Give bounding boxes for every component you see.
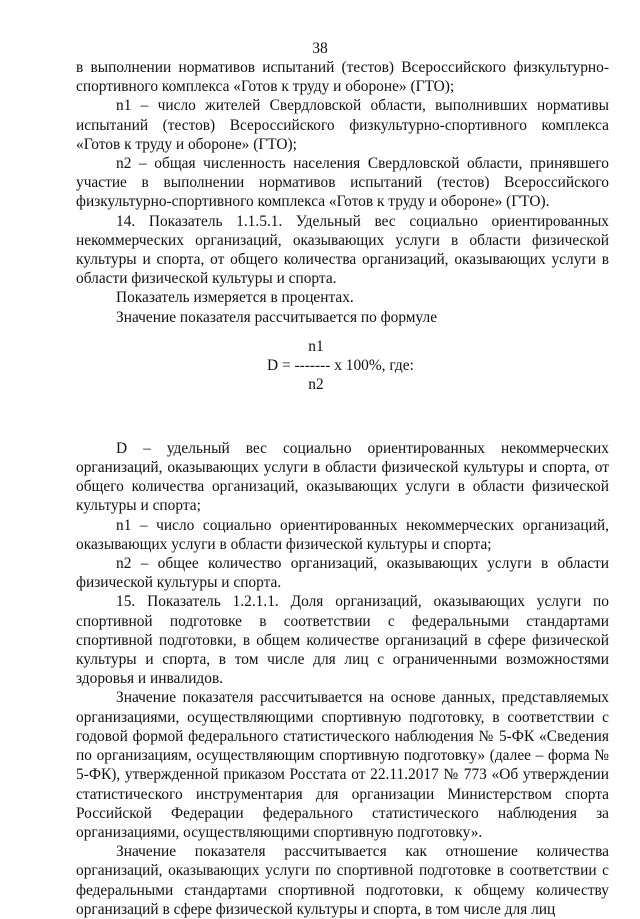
paragraph-n1-nko-definition: n1 – число социально ориентированных некоммерческих организаций, оказывающих услуги в области физической культуры и спорта; <box>76 516 609 553</box>
paragraph-units: Показатель измеряется в процентах. <box>116 289 354 307</box>
formula-expression: D = ------- х 100%, где: <box>267 356 414 374</box>
formula <box>76 337 609 415</box>
paragraph-data-source: Значение показателя рассчитывается на основе данных, представляемых организациями, осуществляющими спортивную подготовку, в соответствии с годовой формой федерального статистического наблюдения № 5-ФК «Сведения по организациям, осуществляющим спортивную подготовку» (далее – форма № 5-ФК), утвержденной приказом Росстата от 22.11.2017 № 773 «Об утверждении статистического инструментария для организации Министерством спорта Российской Федерации федерального статистического наблюдения за организациями, осуществляющими спортивную подготовку». <box>76 689 609 841</box>
paragraph-d-definition: D – удельный вес социально ориентированных некоммерческих организаций, оказывающих услуги в области физической культуры и спорта, от общего количества организаций, оказывающих услуги в области физической культуры и спорта; <box>76 439 609 515</box>
document-body <box>76 58 609 919</box>
paragraph-n1-definition: n1 – число жителей Свердловской области, выполнивших нормативы испытаний (тестов) Всероссийского физкультурно-спортивного комплекса «Готов к труду и обороне» (ГТО); <box>76 97 609 153</box>
formula-denominator: n2 <box>308 375 324 393</box>
paragraph-n2-definition: n2 – общая численность населения Свердловской области, принявшего участие в выполнении нормативов испытаний (тестов) Всероссийского физкультурно-спортивного комплекса «Готов к труду и обороне» (ГТО). <box>76 155 609 211</box>
page-number: 38 <box>312 40 328 57</box>
paragraph-indicator-14: 14. Показатель 1.1.5.1. Удельный вес социально ориентированных некоммерческих организаций, оказывающих услуги в области физической культуры и спорта, от общего количества организаций, оказывающих услуги в области физической культуры и спорта. <box>76 212 609 288</box>
paragraph-indicator-15: 15. Показатель 1.2.1.1. Доля организаций, оказывающих услуги по спортивной подготовке в соответствии с федеральными стандартами спортивной подготовки, в общем количестве организаций в сфере физической культуры и спорта, в том числе для лиц с ограниченными возможностями здоровья и инвалидов. <box>76 593 609 688</box>
formula-numerator: n1 <box>308 337 324 355</box>
paragraph-n2-total-definition: n2 – общее количество организаций, оказывающих услуги в области физической культуры и спорта. <box>76 555 609 592</box>
paragraph-gto-continuation: в выполнении нормативов испытаний (тестов) Всероссийского физкультурно-спортивного комплекса «Готов к труду и обороне» (ГТО); <box>76 59 609 96</box>
paragraph-formula-intro: Значение показателя рассчитывается по формуле <box>116 308 438 326</box>
paragraph-calculation: Значение показателя рассчитывается как отношение количества организаций, оказывающих услуги по спортивной подготовке в соответствии с федеральными стандартами спортивной подготовки, к общему количеству организаций в сфере физической культуры и спорта, в том числе для лиц <box>76 843 609 918</box>
